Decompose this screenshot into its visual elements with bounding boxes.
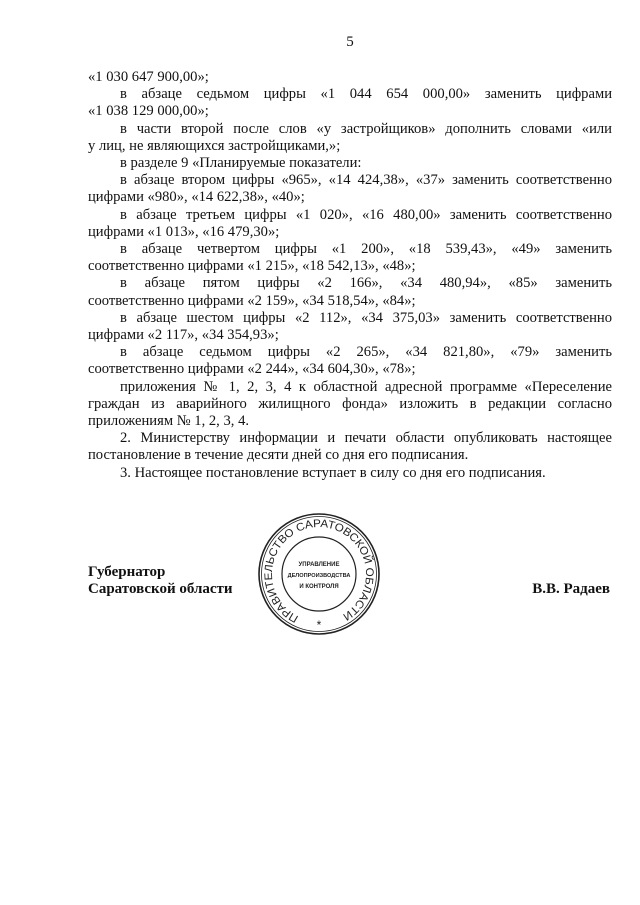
text-line: в части второй после слов «у застройщиков» дополнить словами «или xyxy=(120,120,612,137)
page-number: 5 xyxy=(346,34,354,50)
document-body xyxy=(88,69,612,482)
text-line: соответственно цифрами «2 244», «34 604,30», «78»; xyxy=(88,361,416,378)
text-line: «1 030 647 900,00»; xyxy=(88,69,209,85)
text-line: цифрами «2 117», «34 354,93»; xyxy=(88,327,279,344)
signature-title xyxy=(88,564,233,598)
signatory-name: В.В. Радаев xyxy=(532,581,610,597)
text-line: в абзаце четвертом цифры «1 200», «18 539,43», «49» заменить xyxy=(120,241,612,258)
text-line: приложениям № 1, 2, 3, 4. xyxy=(88,413,250,430)
text-line: в абзаце третьем цифры «1 020», «16 480,00» заменить соответственно xyxy=(120,206,612,223)
text-line: «1 038 129 000,00»; xyxy=(88,103,209,120)
seal-star: * xyxy=(316,618,322,632)
official-seal xyxy=(256,511,382,637)
text-line: в разделе 9 «Планируемые показатели: xyxy=(120,155,362,172)
text-line: постановление в течение десяти дней со дня его подписания. xyxy=(88,447,469,464)
text-line: 2. Министерству информации и печати области опубликовать настоящее xyxy=(120,430,612,447)
signature-title-line1: Губернатор xyxy=(88,564,166,580)
text-line: в абзаце седьмом цифры «2 265», «34 821,80», «79» заменить xyxy=(120,344,612,361)
seal-center-line3: И КОНТРОЛЯ xyxy=(299,584,339,590)
text-line: цифрами «980», «14 622,38», «40»; xyxy=(88,189,305,206)
signature-title-line2: Саратовской области xyxy=(88,581,233,597)
text-line: цифрами «1 013», «16 479,30»; xyxy=(88,223,280,240)
text-line: в абзаце пятом цифры «2 166», «34 480,94», «85» заменить xyxy=(120,275,612,292)
seal-center-line2: ДЕЛОПРОИЗВОДСТВА xyxy=(287,573,351,579)
text-line: соответственно цифрами «1 215», «18 542,13», «48»; xyxy=(88,258,416,275)
seal-center-line1: УПРАВЛЕНИЕ xyxy=(298,562,340,568)
text-line: соответственно цифрами «2 159», «34 518,54», «84»; xyxy=(88,292,416,309)
text-line: у лиц, не являющихся застройщиками,»; xyxy=(88,137,341,154)
text-line: в абзаце втором цифры «965», «14 424,38», «37» заменить соответственно xyxy=(120,172,612,189)
svg-text:ПРАВИТЕЛЬСТВО САРАТОВСКОЙ ОБЛА xyxy=(263,518,375,625)
text-line: в абзаце шестом цифры «2 112», «34 375,03» заменить соответственно xyxy=(120,309,612,326)
text-line: граждан из аварийного жилищного фонда» изложить в редакции согласно xyxy=(88,395,612,412)
text-line: 3. Настоящее постановление вступает в силу со дня его подписания. xyxy=(120,464,546,481)
text-line: приложения № 1, 2, 3, 4 к областной адресной программе «Переселение xyxy=(120,378,612,395)
seal-ring-text: ПРАВИТЕЛЬСТВО САРАТОВСКОЙ ОБЛАСТИ xyxy=(262,517,376,625)
text-line: в абзаце седьмом цифры «1 044 654 000,00» заменить цифрами xyxy=(120,86,612,103)
